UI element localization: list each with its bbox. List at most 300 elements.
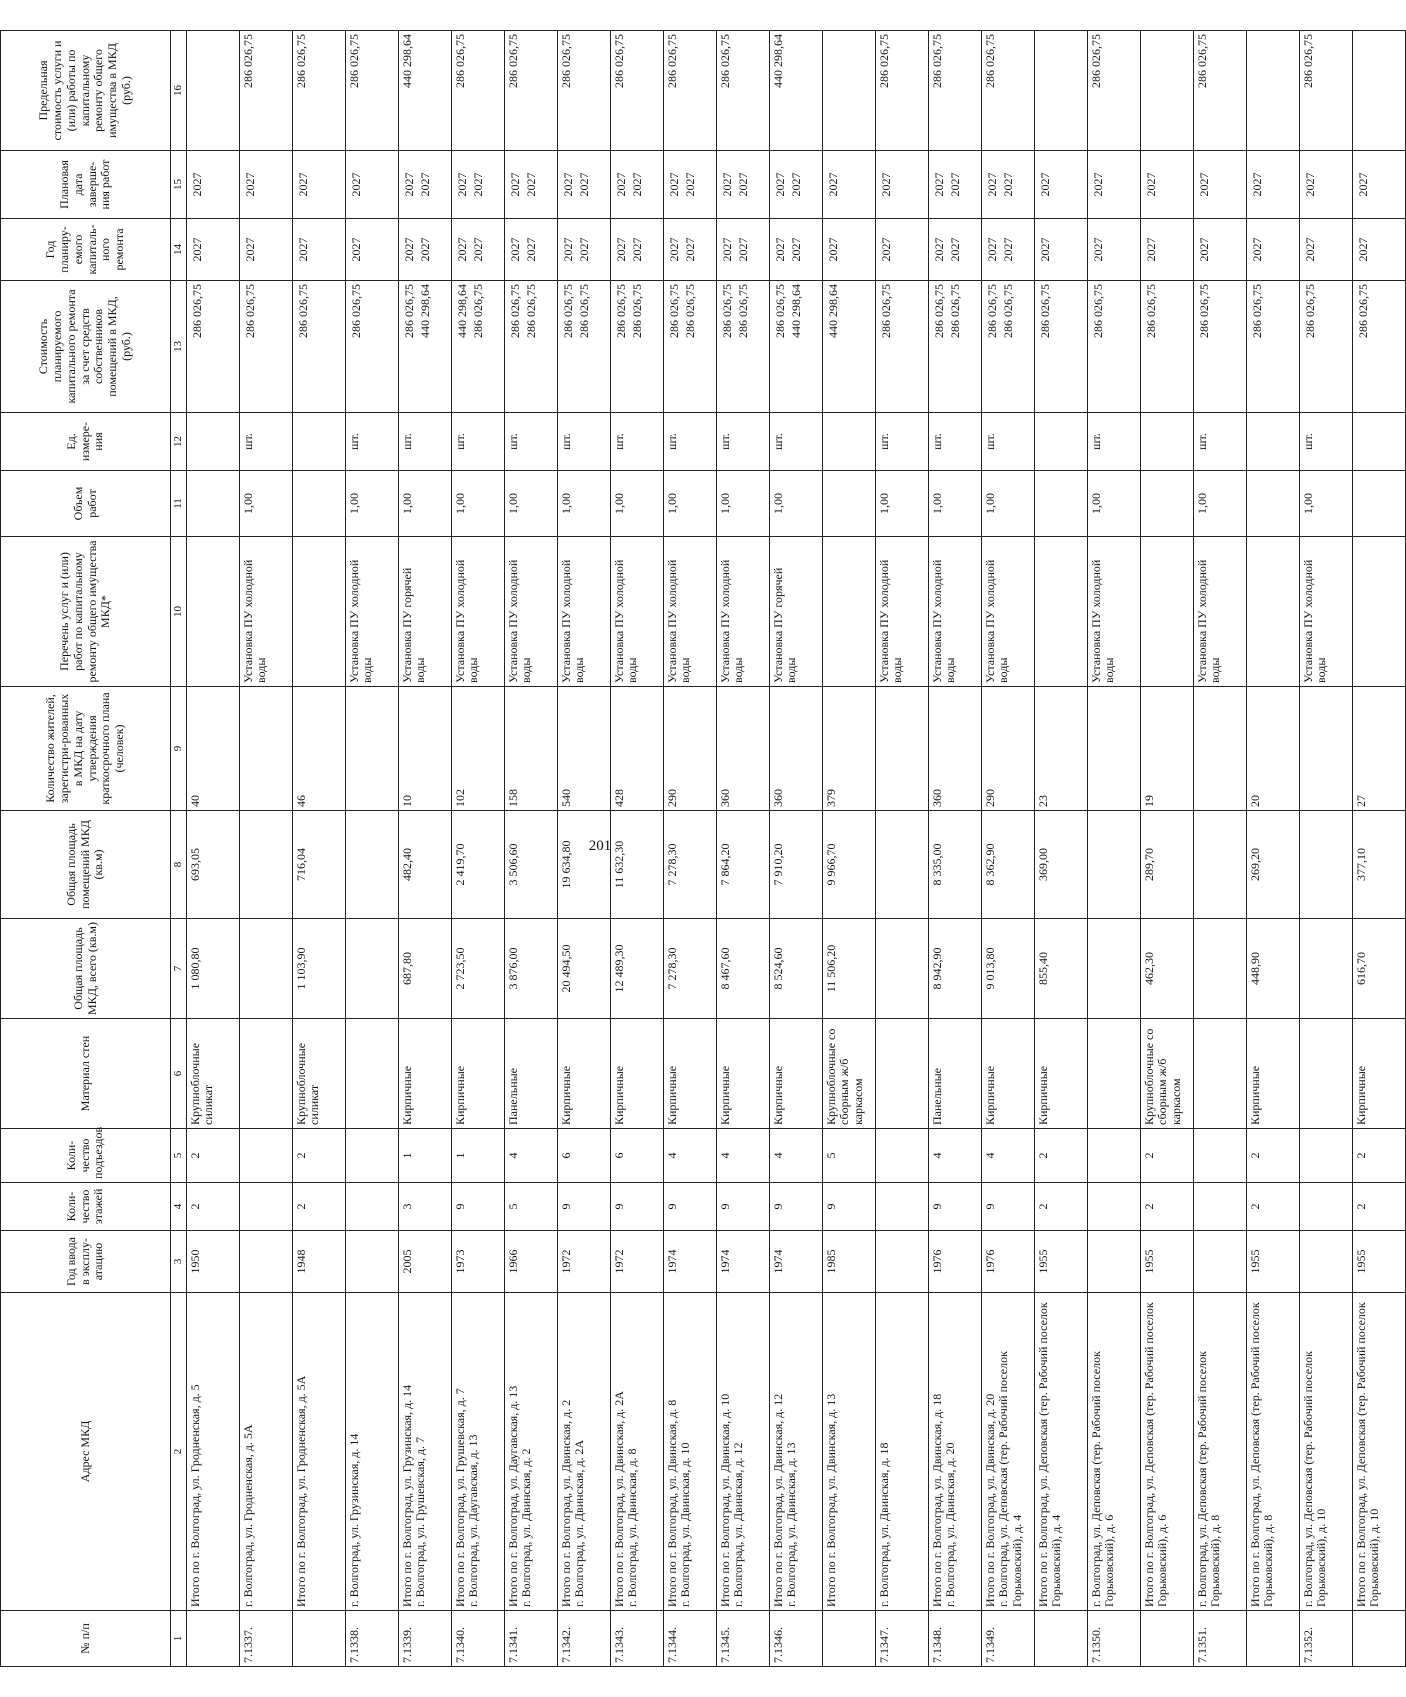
column-number: 14	[171, 219, 187, 281]
row-number	[822, 1611, 875, 1667]
year-built	[1193, 1231, 1246, 1293]
completion-year	[928, 151, 981, 219]
address-line: г. Волгоград, ул. Двинская, д. 2	[519, 1448, 534, 1607]
address-line: Итого по г. Волгоград, ул. Деповская (тер. Рабочий поселок Горьковский), д. 4	[1035, 1302, 1064, 1607]
work-volume: 1,00	[981, 471, 1034, 537]
total-area: 12 489,30	[610, 919, 663, 1019]
total-area: 3 876,00	[504, 919, 557, 1019]
completion-year	[451, 151, 504, 219]
unit	[292, 413, 345, 471]
column-number: 15	[171, 151, 187, 219]
table-row	[822, 31, 875, 1667]
column-header: Год ввода в эксплу-атацию	[1, 1231, 171, 1293]
total-area	[875, 919, 928, 1019]
completion-year	[557, 151, 610, 219]
table-row	[875, 31, 928, 1667]
entrances: 6	[610, 1129, 663, 1183]
column-number: 12	[171, 413, 187, 471]
year-built: 2005	[398, 1231, 451, 1293]
wall-material	[875, 1019, 928, 1129]
completion-year	[398, 151, 451, 219]
completion-year-line: 2027	[242, 172, 257, 197]
repair-year-line: 2027	[931, 237, 946, 262]
row-number	[1140, 1611, 1193, 1667]
total-area: 8 467,60	[716, 919, 769, 1019]
address-line: Итого по г. Волгоград, ул. Двинская, д. 12	[770, 1393, 785, 1607]
completion-year-line: 2027	[1000, 172, 1015, 197]
wall-material: Кирпичные	[981, 1019, 1034, 1129]
repair-year-line: 2027	[1196, 237, 1211, 262]
work-description: Установка ПУ холодной воды	[239, 537, 292, 687]
repair-cost-line: 440 298,64	[454, 284, 469, 338]
row-number	[1352, 1611, 1405, 1667]
address-line: г. Волгоград, ул. Двинская, д. 8	[625, 1448, 640, 1607]
entrances: 4	[981, 1129, 1034, 1183]
repair-year-line: 2027	[1037, 237, 1052, 262]
completion-year	[716, 151, 769, 219]
work-description: Установка ПУ холодной воды	[981, 537, 1034, 687]
repair-year	[398, 219, 451, 281]
repair-year-line: 2027	[719, 237, 734, 262]
repair-cost-line: 286 026,75	[1302, 284, 1317, 338]
residents: 158	[504, 687, 557, 811]
repair-year-line: 2027	[454, 237, 469, 262]
premises-area: 7 278,30	[663, 811, 716, 919]
total-area: 616,70	[1352, 919, 1405, 1019]
entrances: 2	[1352, 1129, 1405, 1183]
work-volume: 1,00	[1087, 471, 1140, 537]
table-row	[239, 31, 292, 1667]
completion-year	[292, 151, 345, 219]
residents	[875, 687, 928, 811]
work-volume	[1352, 471, 1405, 537]
wall-material: Кирпичные	[1352, 1019, 1405, 1129]
repair-year	[292, 219, 345, 281]
year-built: 1950	[186, 1231, 239, 1293]
residents: 360	[769, 687, 822, 811]
work-volume	[822, 471, 875, 537]
table-row	[398, 31, 451, 1667]
completion-year-line: 2027	[947, 172, 962, 197]
work-volume: 1,00	[557, 471, 610, 537]
address-cell	[1246, 1293, 1299, 1611]
entrances	[875, 1129, 928, 1183]
work-description: Установка ПУ холодной воды	[716, 537, 769, 687]
repair-cost	[504, 281, 557, 413]
row-number: 7.1347.	[875, 1611, 928, 1667]
repair-cost	[398, 281, 451, 413]
repair-year-line: 2027	[576, 237, 591, 262]
floors: 5	[504, 1183, 557, 1231]
column-number: 9	[171, 687, 187, 811]
column-header: Общая площадь МКД, всего (кв.м)	[1, 919, 171, 1019]
table-row	[1193, 31, 1246, 1667]
work-volume: 1,00	[610, 471, 663, 537]
repair-cost-line: 286 026,75	[507, 284, 522, 338]
work-volume	[292, 471, 345, 537]
unit: шт.	[610, 413, 663, 471]
entrances: 4	[928, 1129, 981, 1183]
wall-material: Кирпичные	[451, 1019, 504, 1129]
premises-area: 11 632,30	[610, 811, 663, 919]
total-area: 20 494,50	[557, 919, 610, 1019]
row-number: 7.1343.	[610, 1611, 663, 1667]
year-built	[1087, 1231, 1140, 1293]
unit: шт.	[1087, 413, 1140, 471]
premises-area: 716,04	[292, 811, 345, 919]
address-line: г. Волгоград, ул. Двинская, д. 12	[731, 1442, 746, 1607]
work-description: Установка ПУ холодной воды	[610, 537, 663, 687]
repair-year	[663, 219, 716, 281]
completion-year-line: 2027	[719, 172, 734, 197]
repair-cost	[1140, 281, 1193, 413]
limit-cost: 286 026,75	[981, 31, 1034, 151]
residents	[239, 687, 292, 811]
limit-cost: 286 026,75	[663, 31, 716, 151]
completion-year-line: 2027	[682, 172, 697, 197]
row-number: 7.1346.	[769, 1611, 822, 1667]
repair-cost-line: 286 026,75	[470, 284, 485, 338]
limit-cost	[1352, 31, 1405, 151]
repair-cost-line: 286 026,75	[666, 284, 681, 338]
residents	[1193, 687, 1246, 811]
limit-cost	[186, 31, 239, 151]
table-row	[1087, 31, 1140, 1667]
completion-year	[345, 151, 398, 219]
repair-cost-line: 440 298,64	[417, 284, 432, 338]
repair-year-line: 2027	[189, 237, 204, 262]
repair-year	[451, 219, 504, 281]
work-volume: 1,00	[398, 471, 451, 537]
repair-cost	[451, 281, 504, 413]
unit	[1034, 413, 1087, 471]
entrances: 1	[451, 1129, 504, 1183]
address-line: г. Волгоград, ул. Даугавская, д. 13	[466, 1434, 481, 1607]
address-cell	[928, 1293, 981, 1611]
completion-year-line: 2027	[878, 172, 893, 197]
wall-material: Кирпичные	[398, 1019, 451, 1129]
limit-cost	[1246, 31, 1299, 151]
repair-cost-line: 286 026,75	[1090, 284, 1105, 338]
page-number: 201	[588, 838, 612, 854]
repair-cost-line: 286 026,75	[576, 284, 591, 338]
residents: 20	[1246, 687, 1299, 811]
column-number: 5	[171, 1129, 187, 1183]
table-row	[292, 31, 345, 1667]
residents: 27	[1352, 687, 1405, 811]
repair-year	[1246, 219, 1299, 281]
repair-cost	[981, 281, 1034, 413]
capital-repair-table	[0, 30, 1406, 1667]
repair-year-line: 2027	[1355, 237, 1370, 262]
limit-cost: 286 026,75	[504, 31, 557, 151]
entrances	[1193, 1129, 1246, 1183]
floors: 2	[186, 1183, 239, 1231]
repair-year-line: 2027	[1302, 237, 1317, 262]
completion-year-line: 2027	[1302, 172, 1317, 197]
wall-material: Кирпичные	[610, 1019, 663, 1129]
completion-year	[1034, 151, 1087, 219]
wall-material: Кирпичные	[1246, 1019, 1299, 1129]
unit: шт.	[981, 413, 1034, 471]
repair-cost	[875, 281, 928, 413]
row-number	[186, 1611, 239, 1667]
entrances: 6	[557, 1129, 610, 1183]
repair-year-line: 2027	[613, 237, 628, 262]
table-row	[981, 31, 1034, 1667]
address-cell	[1034, 1293, 1087, 1611]
premises-area	[1193, 811, 1246, 919]
row-number	[292, 1611, 345, 1667]
work-description: Установка ПУ холодной воды	[875, 537, 928, 687]
repair-year	[345, 219, 398, 281]
column-number: 7	[171, 919, 187, 1019]
repair-cost-line: 286 026,75	[719, 284, 734, 338]
table-row	[928, 31, 981, 1667]
table-row	[504, 31, 557, 1667]
total-area: 687,80	[398, 919, 451, 1019]
repair-cost	[186, 281, 239, 413]
repair-cost-line: 286 026,75	[1143, 284, 1158, 338]
entrances: 2	[292, 1129, 345, 1183]
completion-year-line: 2027	[772, 172, 787, 197]
repair-cost-line: 286 026,75	[560, 284, 575, 338]
floors: 9	[557, 1183, 610, 1231]
limit-cost: 286 026,75	[716, 31, 769, 151]
address-cell	[398, 1293, 451, 1611]
repair-cost-line: 286 026,75	[947, 284, 962, 338]
wall-material: Крупноблочные со сборным ж/б каркасом	[822, 1019, 875, 1129]
completion-year-line: 2027	[417, 172, 432, 197]
repair-cost-line: 286 026,75	[242, 284, 257, 338]
repair-year-line: 2027	[878, 237, 893, 262]
wall-material: Кирпичные	[663, 1019, 716, 1129]
column-number: 1	[171, 1611, 187, 1667]
total-area	[1299, 919, 1352, 1019]
work-volume: 1,00	[928, 471, 981, 537]
floors: 9	[716, 1183, 769, 1231]
completion-year-line: 2027	[454, 172, 469, 197]
completion-year-line: 2027	[629, 172, 644, 197]
premises-area: 9 966,70	[822, 811, 875, 919]
premises-area	[1087, 811, 1140, 919]
floors: 2	[1352, 1183, 1405, 1231]
column-number: 2	[171, 1293, 187, 1611]
row-number: 7.1337.	[239, 1611, 292, 1667]
premises-area: 482,40	[398, 811, 451, 919]
address-line: г. Волгоград, ул. Деповская (тер. Рабочий поселок Горьковский), д. 10	[1300, 1351, 1329, 1607]
completion-year	[1087, 151, 1140, 219]
repair-cost	[928, 281, 981, 413]
address-cell	[239, 1293, 292, 1611]
repair-year-line: 2027	[560, 237, 575, 262]
unit	[1352, 413, 1405, 471]
repair-year	[1087, 219, 1140, 281]
year-built: 1948	[292, 1231, 345, 1293]
address-cell	[875, 1293, 928, 1611]
premises-area	[875, 811, 928, 919]
work-description: Установка ПУ холодной воды	[557, 537, 610, 687]
repair-cost-line: 286 026,75	[189, 284, 204, 338]
residents: 290	[981, 687, 1034, 811]
work-description: Установка ПУ холодной воды	[1193, 537, 1246, 687]
repair-cost-line: 286 026,75	[1037, 284, 1052, 338]
year-built: 1955	[1034, 1231, 1087, 1293]
completion-year-line: 2027	[1037, 172, 1052, 197]
residents: 379	[822, 687, 875, 811]
address-cell	[451, 1293, 504, 1611]
residents: 360	[716, 687, 769, 811]
work-volume: 1,00	[1193, 471, 1246, 537]
residents: 46	[292, 687, 345, 811]
row-number: 7.1344.	[663, 1611, 716, 1667]
column-number: 8	[171, 811, 187, 919]
limit-cost: 286 026,75	[239, 31, 292, 151]
repair-cost	[1246, 281, 1299, 413]
wall-material	[1087, 1019, 1140, 1129]
completion-year	[663, 151, 716, 219]
repair-year	[981, 219, 1034, 281]
repair-cost	[239, 281, 292, 413]
floors: 9	[981, 1183, 1034, 1231]
unit: шт.	[398, 413, 451, 471]
year-built	[239, 1231, 292, 1293]
unit: шт.	[451, 413, 504, 471]
address-cell	[292, 1293, 345, 1611]
unit	[1246, 413, 1299, 471]
repair-year	[610, 219, 663, 281]
wall-material: Кирпичные	[769, 1019, 822, 1129]
address-line: Итого по г. Волгоград, ул. Грушевская, д. 7	[452, 1388, 467, 1607]
table-row	[1140, 31, 1193, 1667]
repair-year-line: 2027	[666, 237, 681, 262]
entrances: 2	[1246, 1129, 1299, 1183]
work-volume: 1,00	[875, 471, 928, 537]
repair-year	[928, 219, 981, 281]
wall-material	[345, 1019, 398, 1129]
residents: 23	[1034, 687, 1087, 811]
repair-cost-line: 286 026,75	[523, 284, 538, 338]
address-cell	[186, 1293, 239, 1611]
completion-year	[875, 151, 928, 219]
address-line: г. Волгоград, ул. Двинская, д. 18	[876, 1442, 891, 1607]
table-row	[663, 31, 716, 1667]
year-built: 1955	[1246, 1231, 1299, 1293]
premises-area: 2 419,70	[451, 811, 504, 919]
total-area: 11 506,20	[822, 919, 875, 1019]
table-row	[610, 31, 663, 1667]
completion-year-line: 2027	[984, 172, 999, 197]
year-built: 1955	[1352, 1231, 1405, 1293]
repair-cost	[716, 281, 769, 413]
year-built: 1976	[981, 1231, 1034, 1293]
repair-year-line: 2027	[507, 237, 522, 262]
limit-cost	[822, 31, 875, 151]
repair-year	[1193, 219, 1246, 281]
column-header: № п/п	[1, 1611, 171, 1667]
total-area: 855,40	[1034, 919, 1087, 1019]
work-description	[292, 537, 345, 687]
repair-cost-line: 286 026,75	[984, 284, 999, 338]
premises-area: 3 506,60	[504, 811, 557, 919]
premises-area: 7 910,20	[769, 811, 822, 919]
wall-material	[1299, 1019, 1352, 1129]
floors	[875, 1183, 928, 1231]
completion-year	[1193, 151, 1246, 219]
row-number: 7.1340.	[451, 1611, 504, 1667]
unit	[1140, 413, 1193, 471]
work-volume: 1,00	[451, 471, 504, 537]
limit-cost: 286 026,75	[345, 31, 398, 151]
work-description	[1140, 537, 1193, 687]
limit-cost: 286 026,75	[1193, 31, 1246, 151]
premises-area	[345, 811, 398, 919]
completion-year-line: 2027	[931, 172, 946, 197]
row-number: 7.1348.	[928, 1611, 981, 1667]
unit: шт.	[239, 413, 292, 471]
completion-year	[1299, 151, 1352, 219]
total-area: 8 524,60	[769, 919, 822, 1019]
limit-cost: 286 026,75	[875, 31, 928, 151]
work-volume	[1034, 471, 1087, 537]
repair-year	[875, 219, 928, 281]
floors	[1299, 1183, 1352, 1231]
address-line: г. Волгоград, ул. Двинская, д. 10	[678, 1442, 693, 1607]
completion-year-line: 2027	[1196, 172, 1211, 197]
total-area: 1 080,80	[186, 919, 239, 1019]
total-area	[1087, 919, 1140, 1019]
total-area: 462,30	[1140, 919, 1193, 1019]
completion-year-line: 2027	[523, 172, 538, 197]
address-line: Итого по г. Волгоград, ул. Деповская (тер. Рабочий поселок Горьковский), д. 8	[1247, 1302, 1276, 1607]
floors: 2	[292, 1183, 345, 1231]
address-cell	[504, 1293, 557, 1611]
wall-material: Крупноблочные со сборным ж/б каркасом	[1140, 1019, 1193, 1129]
repair-year-line: 2027	[470, 237, 485, 262]
repair-cost-line: 440 298,64	[825, 284, 840, 338]
repair-cost-line: 286 026,75	[735, 284, 750, 338]
repair-cost	[345, 281, 398, 413]
repair-year	[186, 219, 239, 281]
row-number: 7.1342.	[557, 1611, 610, 1667]
repair-year-line: 2027	[735, 237, 750, 262]
entrances: 5	[822, 1129, 875, 1183]
floors: 3	[398, 1183, 451, 1231]
unit: шт.	[504, 413, 557, 471]
work-description: Установка ПУ горячей воды	[769, 537, 822, 687]
residents: 40	[186, 687, 239, 811]
entrances	[345, 1129, 398, 1183]
total-area	[1193, 919, 1246, 1019]
wall-material	[239, 1019, 292, 1129]
floors: 2	[1034, 1183, 1087, 1231]
repair-year	[769, 219, 822, 281]
completion-year	[1352, 151, 1405, 219]
completion-year	[822, 151, 875, 219]
address-line: г. Волгоград, ул. Деповская (тер. Рабочий поселок Горьковский), д. 6	[1088, 1351, 1117, 1607]
table-row	[186, 31, 239, 1667]
work-volume	[1246, 471, 1299, 537]
premises-area: 369,00	[1034, 811, 1087, 919]
year-built: 1966	[504, 1231, 557, 1293]
row-number: 7.1338.	[345, 1611, 398, 1667]
limit-cost: 286 026,75	[1299, 31, 1352, 151]
floors: 9	[610, 1183, 663, 1231]
work-description: Установка ПУ холодной воды	[451, 537, 504, 687]
residents	[1087, 687, 1140, 811]
repair-year	[239, 219, 292, 281]
completion-year-line: 2027	[666, 172, 681, 197]
